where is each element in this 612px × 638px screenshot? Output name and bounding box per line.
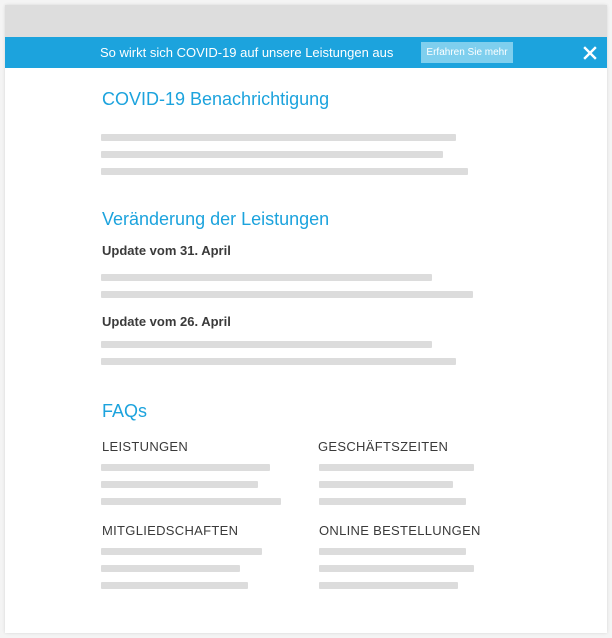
notification-heading: COVID-19 Benachrichtigung [102, 89, 330, 109]
placeholder-line [319, 464, 474, 471]
close-icon[interactable] [579, 42, 601, 64]
faq-category-mitgliedschaften: MITGLIEDSCHAFTEN [102, 523, 239, 538]
placeholder-line [101, 358, 456, 365]
placeholder-line [319, 565, 474, 572]
placeholder-line [101, 582, 248, 589]
banner-message: So wirkt sich COVID-19 auf unsere Leistungen aus [100, 45, 394, 60]
services-heading: Veränderung der Leistungen [102, 209, 330, 229]
placeholder-line [101, 464, 270, 471]
page-window [5, 5, 607, 633]
placeholder-line [319, 548, 466, 555]
covid-banner [5, 37, 607, 68]
placeholder-line [319, 481, 453, 488]
placeholder-line [101, 548, 262, 555]
faq-category-geschaeftszeiten: GESCHÄFTSZEITEN [318, 439, 449, 454]
placeholder-line [319, 582, 458, 589]
update-date-2: Update vom 26. April [102, 314, 231, 329]
browser-top-bar [5, 5, 607, 37]
faq-category-online-bestellungen: ONLINE BESTELLUNGEN [319, 523, 481, 538]
placeholder-line [101, 565, 240, 572]
placeholder-line [101, 134, 456, 141]
placeholder-line [101, 481, 258, 488]
placeholder-line [101, 151, 443, 158]
update-date-1: Update vom 31. April [102, 243, 231, 258]
faq-heading: FAQs [102, 401, 148, 421]
placeholder-line [101, 274, 432, 281]
placeholder-line [319, 498, 466, 505]
placeholder-line [101, 291, 473, 298]
placeholder-line [101, 168, 468, 175]
placeholder-line [101, 498, 281, 505]
learn-more-button[interactable]: Erfahren Sie mehr [421, 42, 513, 63]
placeholder-line [101, 341, 432, 348]
faq-category-leistungen: LEISTUNGEN [102, 439, 189, 454]
